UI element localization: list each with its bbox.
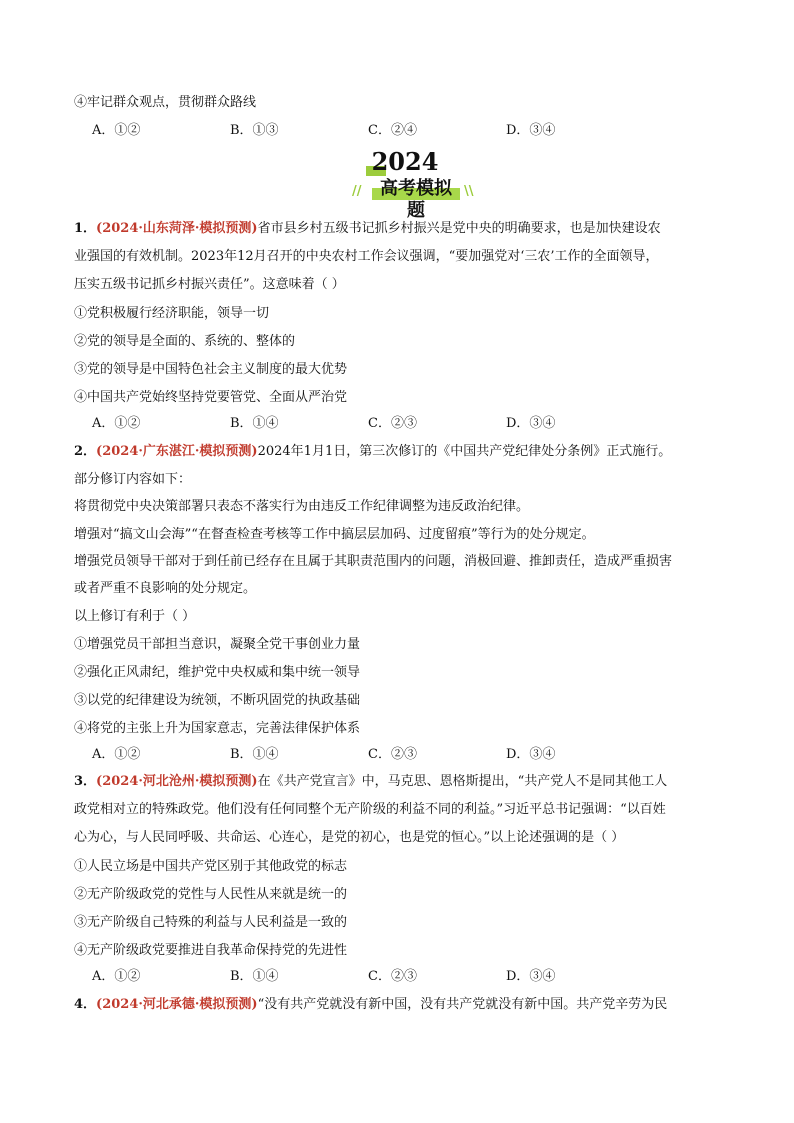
question-text: 政党相对立的特殊政党。他们没有任何同整个无产阶级的利益不同的利益。”习近平总书记强调：“以百姓 bbox=[74, 802, 666, 817]
decor-slash-right: \\ bbox=[464, 184, 474, 199]
section-year: 2024 bbox=[371, 147, 439, 176]
statement: ②无产阶级政党的党性与人民性从来就是统一的 bbox=[74, 887, 348, 902]
option-a: A．①② bbox=[92, 416, 141, 431]
question-number: 1． bbox=[74, 221, 97, 236]
question-text: 压实五级书记抓乡村振兴责任”。这意味着（ ） bbox=[74, 277, 345, 292]
option-b: B．①④ bbox=[230, 969, 279, 984]
answer-options bbox=[92, 746, 644, 764]
statement: ②强化正风肃纪，维护党中央权威和集中统一领导 bbox=[74, 665, 361, 680]
question-text: 以上修订有利于（ ） bbox=[74, 609, 196, 624]
statement: ④将党的主张上升为国家意志，完善法律保护体系 bbox=[74, 721, 361, 736]
question-text: 在《共产党宣言》中，马克思、恩格斯提出，“共产党人不是同其他工人 bbox=[257, 774, 668, 789]
option-d: D．③④ bbox=[506, 747, 556, 762]
question-text: 增强党员领导干部对于到任前已经存在且属于其职责范围内的问题，消极回避、推卸责任，造成严重损害 bbox=[74, 554, 673, 569]
question-text: 部分修订内容如下： bbox=[74, 472, 192, 487]
statement: ④中国共产党始终坚持党要管党、全面从严治党 bbox=[74, 390, 348, 405]
question-source: (2024·广东湛江·模拟预测) bbox=[96, 444, 258, 459]
question-number: 4． bbox=[74, 997, 97, 1012]
option-a: A．①② bbox=[92, 969, 141, 984]
question-text: “没有共产党就没有新中国，没有共产党就没有新中国。共产党辛劳为民 bbox=[257, 997, 668, 1012]
question-text: 2024年1月1日，第三次修订的《中国共产党纪律处分条例》正式施行。 bbox=[257, 444, 672, 459]
statement: ③党的领导是中国特色社会主义制度的最大优势 bbox=[74, 362, 348, 377]
statement: ①人民立场是中国共产党区别于其他政党的标志 bbox=[74, 859, 348, 874]
section-title: 高考模拟题 bbox=[380, 178, 452, 221]
question-source: (2024·河北沧州·模拟预测) bbox=[96, 774, 258, 789]
option-b: B．①④ bbox=[230, 747, 279, 762]
answer-options bbox=[92, 122, 644, 140]
section-title-bar bbox=[372, 178, 460, 221]
option-c: C．②③ bbox=[368, 416, 417, 431]
option-a: A．①② bbox=[92, 747, 141, 762]
statement: ④无产阶级政党要推进自我革命保持党的先进性 bbox=[74, 943, 348, 958]
answer-options bbox=[92, 968, 644, 986]
question-3-line-1 bbox=[74, 773, 667, 791]
option-b: B．①③ bbox=[230, 123, 279, 138]
question-text: 将贯彻党中央决策部署只表态不落实行为由违反工作纪律调整为违反政治纪律。 bbox=[74, 499, 530, 514]
answer-options bbox=[92, 415, 644, 433]
option-d: D．③④ bbox=[506, 969, 556, 984]
question-number: 3． bbox=[74, 774, 97, 789]
option-c: C．②④ bbox=[368, 123, 417, 138]
question-text: 省市县乡村五级书记抓乡村振兴是党中央的明确要求，也是加快建设农 bbox=[257, 221, 661, 236]
option-b: B．①④ bbox=[230, 416, 279, 431]
question-1-line-1 bbox=[74, 220, 661, 238]
statement: ①增强党员干部担当意识，凝聚全党干事创业力量 bbox=[74, 637, 361, 652]
option-c: C．②③ bbox=[368, 747, 417, 762]
question-number: 2． bbox=[74, 444, 97, 459]
option-a: A．①② bbox=[92, 123, 141, 138]
question-text: 心为心，与人民同呼吸、共命运、心连心，是党的初心，也是党的恒心。”以上论述强调的是（ ） bbox=[74, 830, 625, 845]
decor-slash-left: // bbox=[352, 184, 362, 199]
question-text: 业强国的有效机制。2023年12月召开的中央农村工作会议强调，“要加强党对‘三农’工作的全面领导， bbox=[74, 249, 659, 264]
statement: ④牢记群众观点，贯彻群众路线 bbox=[74, 95, 257, 110]
statement: ③以党的纪律建设为统领，不断巩固党的执政基础 bbox=[74, 693, 361, 708]
statement: ①党积极履行经济职能，领导一切 bbox=[74, 306, 270, 321]
option-c: C．②③ bbox=[368, 969, 417, 984]
statement: ②党的领导是全面的、系统的、整体的 bbox=[74, 334, 296, 349]
question-2-line-1 bbox=[74, 443, 671, 461]
statement: ③无产阶级自己特殊的利益与人民利益是一致的 bbox=[74, 915, 348, 930]
section-banner bbox=[0, 147, 794, 221]
option-d: D．③④ bbox=[506, 416, 556, 431]
question-text: 或者严重不良影响的处分规定。 bbox=[74, 581, 257, 596]
question-text: 增强对“搞文山会海”“在督查检查考核等工作中搞层层加码、过度留痕”等行为的处分规定。 bbox=[74, 527, 595, 542]
question-source: (2024·山东菏泽·模拟预测) bbox=[96, 221, 258, 236]
question-source: (2024·河北承德·模拟预测) bbox=[96, 997, 258, 1012]
question-4-line-1 bbox=[74, 996, 667, 1014]
option-d: D．③④ bbox=[506, 123, 556, 138]
